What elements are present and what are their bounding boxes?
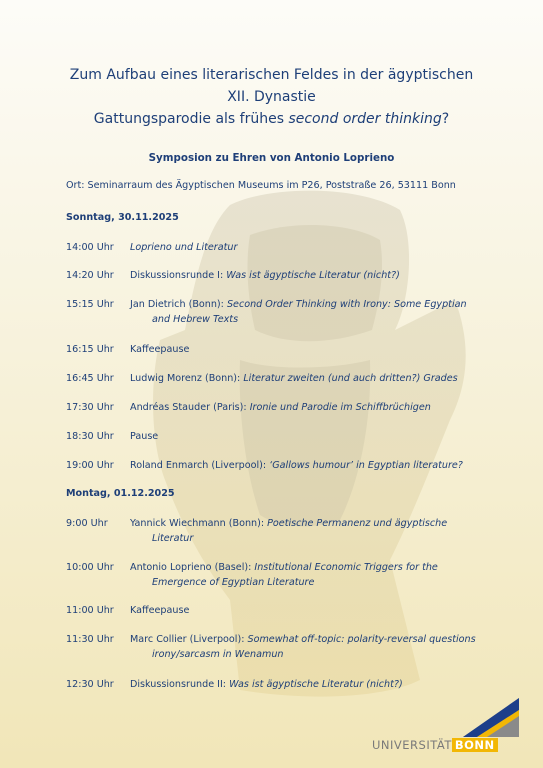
session-time: 18:30 Uhr — [66, 431, 114, 442]
session-time: 15:15 Uhr — [66, 299, 114, 310]
session-description — [130, 516, 490, 546]
session-description — [130, 603, 490, 618]
session-title-continued: irony/sarcasm in Wenamun — [152, 649, 284, 660]
session-description — [130, 297, 490, 327]
session-description — [130, 342, 490, 357]
venue-line: Ort: Seminarraum des Ägyptischen Museums im P26, Poststraße 26, 53111 Bonn — [66, 180, 456, 191]
session-speaker: Antonio Loprieno (Basel): — [130, 562, 255, 573]
session-title: Loprieno und Literatur — [130, 242, 238, 253]
session-speaker: Kaffeepause — [130, 344, 190, 355]
session-description — [130, 400, 490, 415]
session-time: 19:00 Uhr — [66, 460, 114, 471]
day-heading: Sonntag, 30.11.2025 — [66, 212, 179, 223]
session-description — [130, 458, 490, 473]
session-description — [130, 560, 490, 590]
session-title: Literatur zweiten (und auch dritten?) Grades — [243, 373, 458, 384]
session-description — [130, 268, 490, 283]
session-speaker: Diskussionsrunde II: — [130, 679, 230, 690]
session-title: Poetische Permanenz und ägyptische — [267, 518, 448, 529]
university-logo-mark — [463, 698, 519, 737]
session-title: ‘Gallows humour’ in Egyptian literature? — [269, 460, 463, 471]
session-time: 12:30 Uhr — [66, 679, 114, 690]
session-time: 16:45 Uhr — [66, 373, 114, 384]
subtitle: Symposion zu Ehren von Antonio Loprieno — [148, 152, 395, 164]
session-title-continued: and Hebrew Texts — [152, 314, 239, 325]
session-speaker: Andréas Stauder (Paris): — [130, 402, 250, 413]
session-title: Somewhat off-topic: polarity-reversal questions — [247, 634, 476, 645]
logo-universitaet: UNIVERSITÄT — [372, 738, 452, 752]
session-speaker: Ludwig Morenz (Bonn): — [130, 373, 244, 384]
session-title: Institutional Economic Triggers for the — [254, 562, 438, 573]
session-speaker: Yannick Wiechmann (Bonn): — [130, 518, 268, 529]
session-time: 11:00 Uhr — [66, 605, 114, 616]
session-description — [130, 632, 490, 662]
session-time: 16:15 Uhr — [66, 344, 114, 355]
session-speaker: Jan Dietrich (Bonn): — [130, 299, 227, 310]
session-time: 11:30 Uhr — [66, 634, 114, 645]
session-time: 14:00 Uhr — [66, 242, 114, 253]
page-title — [0, 64, 543, 130]
session-time: 10:00 Uhr — [66, 562, 114, 573]
day-heading: Montag, 01.12.2025 — [66, 488, 175, 499]
session-title: Second Order Thinking with Irony: Some Egyptian — [226, 299, 467, 310]
session-title-continued: Literatur — [152, 533, 194, 544]
session-speaker: Marc Collier (Liverpool): — [130, 634, 248, 645]
university-logo-text — [372, 738, 498, 752]
title-line-3-plain: Gattungsparodie als frühes — [93, 111, 289, 127]
session-time: 14:20 Uhr — [66, 270, 114, 281]
session-description — [130, 240, 490, 255]
session-title: Ironie und Parodie im Schiffbrüchigen — [249, 402, 431, 413]
session-speaker: Pause — [130, 431, 159, 442]
title-line-3-italic: second order thinking — [288, 111, 442, 127]
logo-bonn: BONN — [452, 738, 498, 752]
session-description — [130, 677, 490, 692]
session-time: 9:00 Uhr — [66, 518, 108, 529]
session-time: 17:30 Uhr — [66, 402, 114, 413]
session-description — [130, 429, 490, 444]
title-line-3-end: ? — [441, 111, 450, 127]
session-speaker: Kaffeepause — [130, 605, 190, 616]
session-description — [130, 371, 490, 386]
title-line-1: Zum Aufbau eines literarischen Feldes in der ägyptischen — [69, 67, 474, 83]
session-title: Was ist ägyptische Literatur (nicht?) — [229, 679, 403, 690]
session-title: Was ist ägyptische Literatur (nicht?) — [226, 270, 400, 281]
session-title-continued: Emergence of Egyptian Literature — [152, 577, 315, 588]
title-line-2: XII. Dynastie — [227, 89, 316, 105]
session-speaker: Diskussionsrunde I: — [130, 270, 227, 281]
title-line-3 — [0, 108, 543, 130]
session-speaker: Roland Enmarch (Liverpool): — [130, 460, 270, 471]
